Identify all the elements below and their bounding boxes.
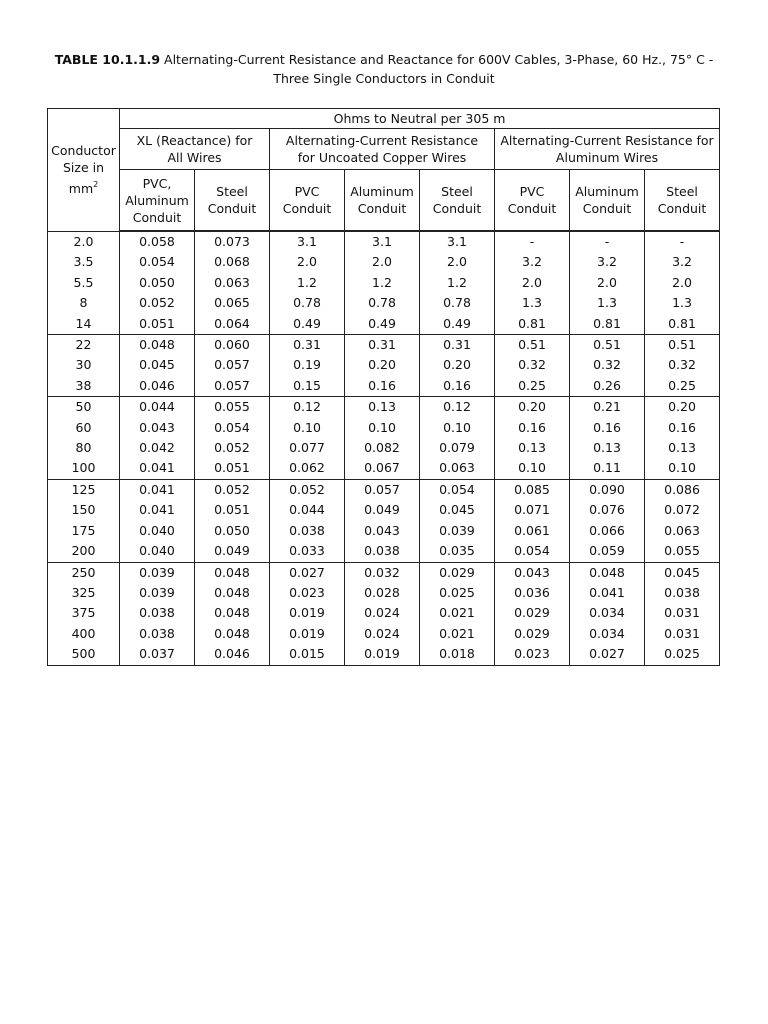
value-cell: 0.038	[645, 583, 720, 603]
value-cell: 0.19	[270, 355, 345, 375]
value-cell: 0.062	[270, 458, 345, 479]
value-cell: 0.052	[120, 293, 195, 313]
value-cell: 0.031	[645, 603, 720, 623]
value-cell: 0.082	[345, 438, 420, 458]
value-cell: 0.048	[195, 562, 270, 583]
value-cell: 3.1	[420, 231, 495, 252]
value-cell: 0.25	[495, 376, 570, 397]
value-cell: 0.052	[195, 438, 270, 458]
conductor-size-cell: 325	[48, 583, 120, 603]
value-cell: 0.041	[120, 458, 195, 479]
value-cell: 0.045	[120, 355, 195, 375]
value-cell: 0.050	[120, 273, 195, 293]
column-header: Aluminum Conduit	[570, 170, 645, 232]
value-cell: 0.20	[420, 355, 495, 375]
value-cell: 0.046	[120, 376, 195, 397]
value-cell: 0.027	[570, 644, 645, 665]
value-cell: 0.10	[345, 418, 420, 438]
value-cell: 0.040	[120, 541, 195, 562]
value-cell: 0.033	[270, 541, 345, 562]
conductor-size-cell: 14	[48, 314, 120, 335]
table-row	[48, 562, 720, 583]
value-cell: 0.019	[270, 603, 345, 623]
value-cell: 0.060	[195, 335, 270, 356]
value-cell: 0.031	[645, 624, 720, 644]
value-cell: 0.018	[420, 644, 495, 665]
value-cell: 0.067	[345, 458, 420, 479]
table-row	[48, 418, 720, 438]
table-row	[48, 231, 720, 252]
conductor-size-cell: 150	[48, 500, 120, 520]
table-title-line2: Three Single Conductors in Conduit	[273, 71, 495, 86]
conductor-size-cell: 100	[48, 458, 120, 479]
table-row	[48, 252, 720, 272]
conductor-size-cell: 200	[48, 541, 120, 562]
table-row	[48, 376, 720, 397]
column-header: Steel Conduit	[645, 170, 720, 232]
column-header: PVC, Aluminum Conduit	[120, 170, 195, 232]
value-cell: 0.077	[270, 438, 345, 458]
conductor-size-cell: 3.5	[48, 252, 120, 272]
conductor-size-cell: 80	[48, 438, 120, 458]
value-cell: 1.2	[270, 273, 345, 293]
value-cell: 0.052	[195, 479, 270, 500]
value-cell: 0.071	[495, 500, 570, 520]
column-header: PVC Conduit	[495, 170, 570, 232]
value-cell: 0.021	[420, 624, 495, 644]
value-cell: 0.051	[195, 458, 270, 479]
value-cell: 0.51	[645, 335, 720, 356]
value-cell: 0.31	[420, 335, 495, 356]
value-cell: 0.066	[570, 521, 645, 541]
value-cell: 0.090	[570, 479, 645, 500]
value-cell: 0.023	[495, 644, 570, 665]
conductor-size-cell: 38	[48, 376, 120, 397]
header-conductor-size: Conductor Size in $mm^2$	[48, 109, 120, 232]
value-cell: 0.059	[570, 541, 645, 562]
value-cell: 0.036	[495, 583, 570, 603]
value-cell: 0.072	[645, 500, 720, 520]
value-cell: 0.038	[120, 603, 195, 623]
value-cell: 0.028	[345, 583, 420, 603]
value-cell: 0.20	[645, 397, 720, 418]
table-row	[48, 521, 720, 541]
conductor-size-cell: 30	[48, 355, 120, 375]
value-cell: 0.063	[645, 521, 720, 541]
value-cell: 0.051	[195, 500, 270, 520]
table-row	[48, 603, 720, 623]
value-cell: 0.10	[420, 418, 495, 438]
value-cell: 0.054	[195, 418, 270, 438]
value-cell: 0.034	[570, 624, 645, 644]
value-cell: 0.16	[345, 376, 420, 397]
value-cell: 0.12	[420, 397, 495, 418]
value-cell: 0.024	[345, 603, 420, 623]
resistance-reactance-table	[47, 108, 720, 666]
value-cell: 2.0	[345, 252, 420, 272]
value-cell: 0.039	[420, 521, 495, 541]
value-cell: 0.038	[345, 541, 420, 562]
value-cell: 0.78	[420, 293, 495, 313]
value-cell: 0.027	[270, 562, 345, 583]
value-cell: 0.048	[570, 562, 645, 583]
value-cell: 0.31	[270, 335, 345, 356]
value-cell: 0.49	[270, 314, 345, 335]
value-cell: 0.038	[120, 624, 195, 644]
value-cell: 0.32	[645, 355, 720, 375]
value-cell: 0.029	[495, 603, 570, 623]
value-cell: 0.81	[495, 314, 570, 335]
value-cell: 0.079	[420, 438, 495, 458]
value-cell: 0.057	[195, 355, 270, 375]
table-title	[40, 50, 728, 88]
value-cell: 0.063	[195, 273, 270, 293]
table-row	[48, 500, 720, 520]
value-cell: 0.042	[120, 438, 195, 458]
value-cell: 2.0	[495, 273, 570, 293]
value-cell: -	[645, 231, 720, 252]
value-cell: 0.019	[270, 624, 345, 644]
value-cell: 0.039	[120, 562, 195, 583]
value-cell: 0.78	[345, 293, 420, 313]
value-cell: 0.12	[270, 397, 345, 418]
conductor-size-cell: 22	[48, 335, 120, 356]
value-cell: -	[570, 231, 645, 252]
value-cell: 0.046	[195, 644, 270, 665]
value-cell: 0.20	[495, 397, 570, 418]
table-row	[48, 293, 720, 313]
header-ohms-to-neutral: Ohms to Neutral per 305 m	[120, 109, 720, 129]
value-cell: 0.81	[570, 314, 645, 335]
header-group-reactance: XL (Reactance) for All Wires	[120, 129, 270, 170]
value-cell: 0.31	[345, 335, 420, 356]
header-group-copper: Alternating-Current Resistance for Uncoated Copper Wires	[270, 129, 495, 170]
value-cell: 0.052	[270, 479, 345, 500]
value-cell: 0.068	[195, 252, 270, 272]
conductor-size-cell: 400	[48, 624, 120, 644]
value-cell: 3.1	[270, 231, 345, 252]
value-cell: 0.049	[195, 541, 270, 562]
value-cell: 1.2	[345, 273, 420, 293]
value-cell: 3.2	[570, 252, 645, 272]
conductor-size-cell: 250	[48, 562, 120, 583]
conductor-size-cell: 8	[48, 293, 120, 313]
value-cell: 0.51	[570, 335, 645, 356]
value-cell: 0.044	[270, 500, 345, 520]
value-cell: 0.51	[495, 335, 570, 356]
value-cell: 0.032	[345, 562, 420, 583]
table-row	[48, 583, 720, 603]
value-cell: 0.038	[270, 521, 345, 541]
column-header: Steel Conduit	[195, 170, 270, 232]
value-cell: 2.0	[645, 273, 720, 293]
value-cell: 3.1	[345, 231, 420, 252]
value-cell: 0.26	[570, 376, 645, 397]
value-cell: 0.20	[345, 355, 420, 375]
conductor-size-cell: 5.5	[48, 273, 120, 293]
value-cell: 1.2	[420, 273, 495, 293]
table-row	[48, 355, 720, 375]
value-cell: 1.3	[495, 293, 570, 313]
table-number: TABLE 10.1.1.9	[54, 52, 161, 67]
value-cell: 2.0	[570, 273, 645, 293]
value-cell: 0.49	[420, 314, 495, 335]
table-row	[48, 335, 720, 356]
value-cell: 0.044	[120, 397, 195, 418]
value-cell: 0.051	[120, 314, 195, 335]
value-cell: 1.3	[645, 293, 720, 313]
value-cell: 0.025	[420, 583, 495, 603]
value-cell: 0.32	[570, 355, 645, 375]
table-row	[48, 438, 720, 458]
value-cell: 0.021	[420, 603, 495, 623]
value-cell: 0.015	[270, 644, 345, 665]
value-cell: 0.15	[270, 376, 345, 397]
value-cell: 0.037	[120, 644, 195, 665]
table-row	[48, 458, 720, 479]
table-row	[48, 624, 720, 644]
value-cell: 0.041	[120, 479, 195, 500]
value-cell: 0.11	[570, 458, 645, 479]
header-group-aluminum: Alternating-Current Resistance for Aluminum Wires	[495, 129, 720, 170]
conductor-size-cell: 175	[48, 521, 120, 541]
value-cell: 0.16	[645, 418, 720, 438]
value-cell: 0.043	[345, 521, 420, 541]
table-row	[48, 479, 720, 500]
value-cell: 0.49	[345, 314, 420, 335]
value-cell: 0.023	[270, 583, 345, 603]
conductor-size-cell: 50	[48, 397, 120, 418]
value-cell: 0.054	[120, 252, 195, 272]
table-row	[48, 644, 720, 665]
value-cell: 0.16	[570, 418, 645, 438]
conductor-size-cell: 375	[48, 603, 120, 623]
value-cell: 0.045	[645, 562, 720, 583]
value-cell: 0.057	[345, 479, 420, 500]
value-cell: 0.086	[645, 479, 720, 500]
value-cell: 0.061	[495, 521, 570, 541]
value-cell: 0.050	[195, 521, 270, 541]
conductor-size-cell: 125	[48, 479, 120, 500]
table-title-text: Alternating-Current Resistance and Reactance for 600V Cables, 3-Phase, 60 Hz., 75° C -	[160, 52, 714, 67]
value-cell: 0.058	[120, 231, 195, 252]
conductor-size-cell: 500	[48, 644, 120, 665]
value-cell: 0.25	[645, 376, 720, 397]
value-cell: 0.21	[570, 397, 645, 418]
value-cell: 2.0	[420, 252, 495, 272]
value-cell: 0.048	[195, 624, 270, 644]
value-cell: 0.057	[195, 376, 270, 397]
value-cell: 0.048	[120, 335, 195, 356]
value-cell: 0.076	[570, 500, 645, 520]
value-cell: 3.2	[645, 252, 720, 272]
value-cell: 0.019	[345, 644, 420, 665]
value-cell: 0.064	[195, 314, 270, 335]
value-cell: 0.034	[570, 603, 645, 623]
value-cell: 0.16	[420, 376, 495, 397]
value-cell: 0.049	[345, 500, 420, 520]
column-header: PVC Conduit	[270, 170, 345, 232]
table-row	[48, 397, 720, 418]
table-row	[48, 273, 720, 293]
value-cell: 0.81	[645, 314, 720, 335]
column-header: Aluminum Conduit	[345, 170, 420, 232]
value-cell: 0.040	[120, 521, 195, 541]
table-row	[48, 541, 720, 562]
value-cell: 0.054	[495, 541, 570, 562]
value-cell: 0.039	[120, 583, 195, 603]
value-cell: 0.041	[570, 583, 645, 603]
value-cell: 0.16	[495, 418, 570, 438]
value-cell: 0.048	[195, 603, 270, 623]
value-cell: 0.13	[345, 397, 420, 418]
value-cell: 0.073	[195, 231, 270, 252]
value-cell: 0.13	[570, 438, 645, 458]
value-cell: 1.3	[570, 293, 645, 313]
table-row	[48, 314, 720, 335]
column-header: Steel Conduit	[420, 170, 495, 232]
value-cell: 0.055	[195, 397, 270, 418]
value-cell: 0.043	[495, 562, 570, 583]
value-cell: 0.085	[495, 479, 570, 500]
value-cell: 0.035	[420, 541, 495, 562]
value-cell: 0.32	[495, 355, 570, 375]
value-cell: 0.055	[645, 541, 720, 562]
value-cell: -	[495, 231, 570, 252]
value-cell: 0.029	[420, 562, 495, 583]
value-cell: 2.0	[270, 252, 345, 272]
value-cell: 0.10	[270, 418, 345, 438]
value-cell: 0.045	[420, 500, 495, 520]
value-cell: 0.024	[345, 624, 420, 644]
value-cell: 0.10	[645, 458, 720, 479]
value-cell: 0.13	[645, 438, 720, 458]
value-cell: 0.78	[270, 293, 345, 313]
conductor-size-cell: 60	[48, 418, 120, 438]
value-cell: 0.054	[420, 479, 495, 500]
conductor-size-cell: 2.0	[48, 231, 120, 252]
value-cell: 0.029	[495, 624, 570, 644]
value-cell: 0.048	[195, 583, 270, 603]
value-cell: 0.10	[495, 458, 570, 479]
value-cell: 0.025	[645, 644, 720, 665]
value-cell: 0.041	[120, 500, 195, 520]
value-cell: 0.063	[420, 458, 495, 479]
value-cell: 0.043	[120, 418, 195, 438]
value-cell: 0.13	[495, 438, 570, 458]
value-cell: 0.065	[195, 293, 270, 313]
value-cell: 3.2	[495, 252, 570, 272]
